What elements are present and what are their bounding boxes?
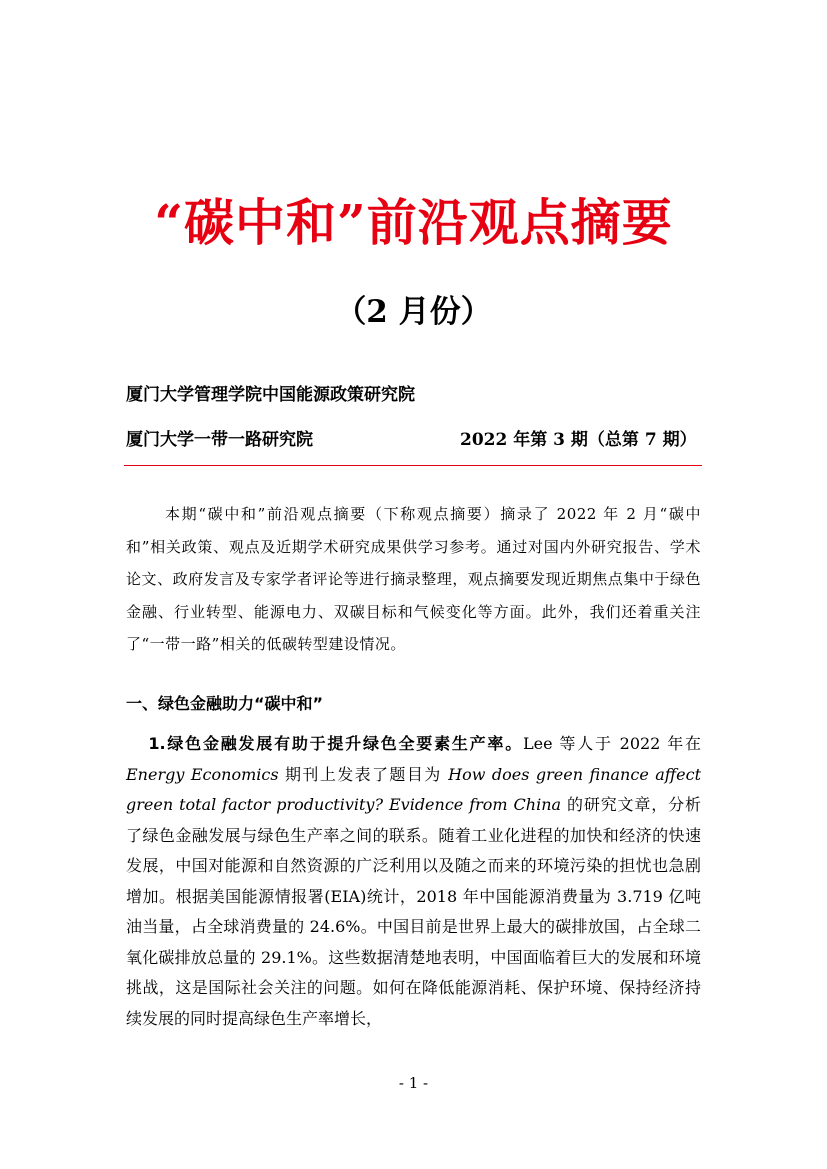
paper-title: How does green finance affect green total factor productivity? Evidence from China [126, 764, 701, 814]
document-subtitle: （2 月份） [335, 294, 492, 330]
issue-number: 2022 年第 3 期（总第 7 期） [460, 430, 697, 450]
section-heading: 一、绿色金融助力“碳中和” [126, 694, 324, 713]
abstract-paragraph: 本期“碳中和”前沿观点摘要（下称观点摘要）摘录了 2022 年 2 月“碳中和”相关政策、观点及近期学术研究成果供学习参考。通过对国内外研究报告、学术论文、政府发言及专家学者评论等进行摘录整理，观点摘要发现近期焦点集中于绿色金融、行业转型、能源电力、双碳目标和气候变化等方面。此外，我们还着重关注了“一带一路”相关的低碳转型建设情况。 [126, 505, 701, 653]
institution-1: 厦门大学管理学院中国能源政策研究院 [126, 385, 415, 405]
journal-name: Energy Economics [126, 764, 279, 784]
page-number: - 1 - [398, 1074, 429, 1092]
item-text-c: 的研究文章，分析了绿色金融发展与绿色生产率之间的联系。随着工业化进程的加快和经济的快速发展，中国对能源和自然资源的广泛利用以及随之而来的环境污染的担忧也急剧增加。根据美国能源情报署(EIA)统计，2018 年中国能源消费量为 3.719 亿吨油当量，占全球消费量的 24.6%。中国目前是世界上最大的碳排放国，占全球二氧化碳排放总量的 29.1%。这些数据清楚地表明，中国面临着巨大的发展和环境挑战，这是国际社会关注的问题。如何在降低能源消耗、保护环境、保持经济持续发展的同时提高绿色生产率增长， [126, 795, 701, 1028]
item-text-b: 期刊上发表了题目为 [278, 764, 449, 784]
body-paragraph [126, 729, 701, 1034]
item-text-a: Lee 等人于 2022 年在 [523, 734, 702, 753]
item-lead: 1.绿色金融发展有助于提升绿色全要素生产率。 [148, 734, 523, 753]
institution-2: 厦门大学一带一路研究院 [126, 430, 313, 450]
header-divider [124, 465, 702, 466]
document-title: “碳中和”前沿观点摘要 [154, 193, 673, 252]
